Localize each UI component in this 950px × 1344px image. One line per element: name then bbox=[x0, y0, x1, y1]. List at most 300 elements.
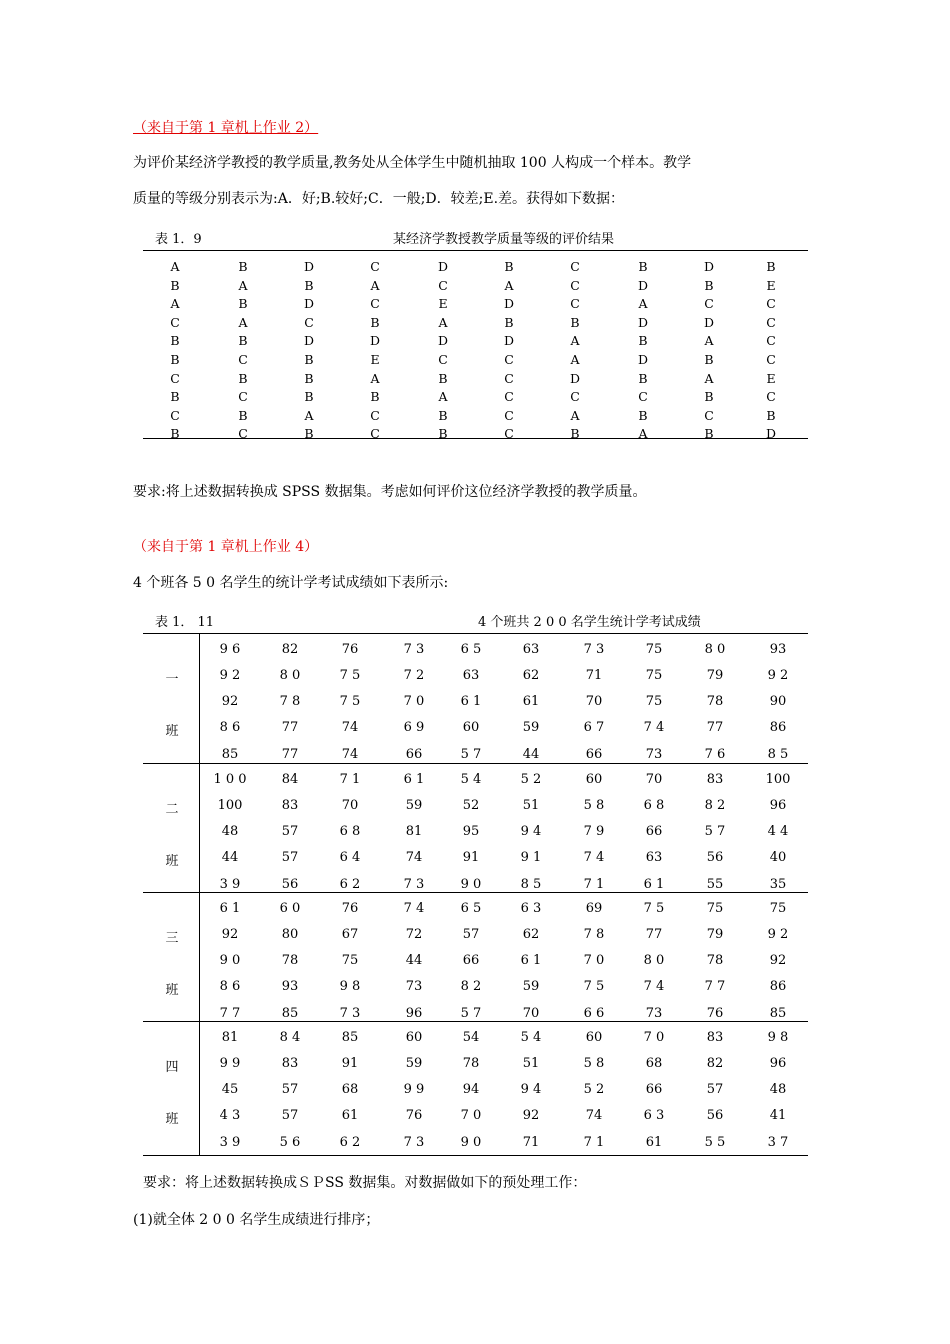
grade-cell: C bbox=[170, 370, 180, 386]
score-cell: 3 9 bbox=[219, 877, 241, 892]
score-cell: 75 bbox=[645, 642, 663, 657]
score-cell: 76 bbox=[341, 901, 359, 916]
score-cell: 70 bbox=[341, 798, 359, 813]
grade-cell: A bbox=[238, 314, 248, 330]
score-cell: 57 bbox=[281, 824, 299, 839]
grade-cell: D bbox=[637, 277, 649, 293]
score-cell: 59 bbox=[405, 1056, 423, 1071]
class-label-bottom: 班 bbox=[165, 983, 179, 998]
score-cell: 7 0 bbox=[583, 953, 605, 968]
score-cell: 73 bbox=[645, 1006, 663, 1021]
score-cell: 7 3 bbox=[339, 1006, 361, 1021]
grade-cell: A bbox=[238, 277, 248, 293]
grade-cell: B bbox=[704, 426, 714, 442]
score-cell: 74 bbox=[405, 850, 423, 865]
score-cell: 79 bbox=[706, 668, 724, 683]
score-cell: 6 1 bbox=[219, 901, 241, 916]
score-cell: 6 1 bbox=[460, 694, 482, 709]
score-cell: 84 bbox=[281, 772, 299, 787]
score-cell: 7 5 bbox=[339, 668, 361, 683]
grade-cell: D bbox=[437, 259, 449, 274]
score-cell: 57 bbox=[281, 1082, 299, 1097]
grade-cell: B bbox=[304, 389, 314, 405]
score-cell: 7 0 bbox=[643, 1030, 665, 1045]
score-cell: 9 8 bbox=[767, 1030, 789, 1045]
grade-cell: B bbox=[238, 296, 248, 312]
score-cell: 6 5 bbox=[460, 901, 482, 916]
table-2-bottom-rule bbox=[143, 1155, 808, 1156]
score-cell: 67 bbox=[341, 927, 359, 942]
grade-cell: D bbox=[303, 333, 315, 349]
score-cell: 74 bbox=[341, 720, 359, 735]
score-cell: 6 1 bbox=[403, 772, 425, 787]
score-cell: 70 bbox=[645, 772, 663, 787]
grade-cell: B bbox=[304, 277, 314, 293]
grade-cell: C bbox=[370, 296, 380, 312]
score-cell: 7 1 bbox=[583, 877, 605, 892]
score-cell: 68 bbox=[341, 1082, 359, 1097]
score-cell: 62 bbox=[522, 668, 540, 683]
score-cell: 8 0 bbox=[643, 953, 665, 968]
grade-cell: B bbox=[704, 389, 714, 405]
source-note-1: （来自于第 1 章机上作业 2） bbox=[133, 120, 319, 136]
grade-cell: A bbox=[438, 314, 448, 330]
score-cell: 80 bbox=[281, 927, 299, 942]
grade-cell: A bbox=[304, 407, 314, 423]
grade-cell: B bbox=[638, 370, 648, 386]
score-cell: 69 bbox=[585, 901, 603, 916]
score-cell: 77 bbox=[706, 720, 724, 735]
grade-cell: C bbox=[570, 259, 580, 274]
grade-cell: D bbox=[369, 333, 381, 349]
grade-cell: A bbox=[570, 407, 580, 423]
grade-cell: A bbox=[370, 370, 380, 386]
table-1-top-rule bbox=[143, 250, 808, 251]
score-cell: 7 8 bbox=[279, 694, 301, 709]
grade-cell: B bbox=[170, 389, 180, 405]
score-cell: 7 4 bbox=[583, 850, 605, 865]
grade-cell: C bbox=[304, 314, 314, 330]
grade-cell: D bbox=[437, 333, 449, 349]
score-cell: 92 bbox=[522, 1108, 540, 1123]
grade-cell: C bbox=[638, 389, 648, 405]
score-cell: 7 3 bbox=[403, 642, 425, 657]
grade-cell: C bbox=[504, 389, 514, 405]
score-cell: 40 bbox=[769, 850, 787, 865]
score-cell: 57 bbox=[706, 1082, 724, 1097]
score-cell: 8 2 bbox=[460, 979, 482, 994]
grade-cell: C bbox=[570, 277, 580, 293]
score-cell: 56 bbox=[281, 877, 299, 892]
score-cell: 45 bbox=[221, 1082, 239, 1097]
task-1: (1)就全体 2 0 0 名学生成绩进行排序； bbox=[133, 1212, 380, 1228]
grade-cell: B bbox=[238, 259, 248, 274]
score-cell: 100 bbox=[217, 798, 243, 813]
grade-cell: B bbox=[504, 259, 514, 274]
grade-cell: B bbox=[570, 426, 580, 442]
grade-cell: B bbox=[304, 352, 314, 367]
score-cell: 60 bbox=[585, 772, 603, 787]
score-cell: 9 4 bbox=[520, 824, 542, 839]
score-cell: 5 6 bbox=[279, 1135, 301, 1150]
grade-cell: A bbox=[170, 259, 180, 274]
score-cell: 92 bbox=[769, 953, 787, 968]
score-cell: 9 1 bbox=[520, 850, 542, 865]
score-cell: 9 0 bbox=[219, 953, 241, 968]
score-cell: 60 bbox=[585, 1030, 603, 1045]
score-cell: 5 2 bbox=[583, 1082, 605, 1097]
score-cell: 96 bbox=[769, 1056, 787, 1071]
score-cell: 55 bbox=[706, 877, 724, 892]
grade-cell: B bbox=[638, 259, 648, 274]
score-cell: 8 0 bbox=[704, 642, 726, 657]
score-cell: 93 bbox=[769, 642, 787, 657]
grade-cell: C bbox=[570, 296, 580, 312]
score-cell: 1 0 0 bbox=[213, 772, 247, 787]
score-cell: 57 bbox=[462, 927, 480, 942]
grade-cell: C bbox=[704, 296, 714, 312]
grade-cell: A bbox=[638, 296, 648, 312]
score-cell: 85 bbox=[221, 747, 239, 762]
score-cell: 75 bbox=[341, 953, 359, 968]
grade-cell: C bbox=[170, 407, 180, 423]
score-cell: 56 bbox=[706, 1108, 724, 1123]
class-separator bbox=[143, 1021, 808, 1022]
score-cell: 6 3 bbox=[643, 1108, 665, 1123]
grade-cell: B bbox=[704, 277, 714, 293]
score-cell: 60 bbox=[462, 720, 480, 735]
score-cell: 8 4 bbox=[279, 1030, 301, 1045]
score-cell: 63 bbox=[522, 642, 540, 657]
score-cell: 9 6 bbox=[219, 642, 241, 657]
grade-cell: B bbox=[766, 407, 776, 423]
grade-cell: C bbox=[766, 333, 776, 349]
score-cell: 59 bbox=[405, 798, 423, 813]
score-cell: 85 bbox=[281, 1006, 299, 1021]
score-cell: 7 1 bbox=[583, 1135, 605, 1150]
score-cell: 73 bbox=[405, 979, 423, 994]
score-cell: 82 bbox=[281, 642, 299, 657]
score-cell: 63 bbox=[462, 668, 480, 683]
score-cell: 96 bbox=[769, 798, 787, 813]
grade-cell: C bbox=[370, 426, 380, 442]
grade-cell: B bbox=[438, 407, 448, 423]
score-cell: 76 bbox=[341, 642, 359, 657]
score-cell: 73 bbox=[645, 747, 663, 762]
score-cell: 71 bbox=[585, 668, 603, 683]
grade-cell: A bbox=[370, 277, 380, 293]
score-cell: 4 3 bbox=[219, 1108, 241, 1123]
grade-cell: C bbox=[766, 314, 776, 330]
score-cell: 48 bbox=[769, 1082, 787, 1097]
grade-cell: A bbox=[504, 277, 514, 293]
score-cell: 7 3 bbox=[403, 877, 425, 892]
score-cell: 71 bbox=[522, 1135, 540, 1150]
grade-cell: E bbox=[766, 370, 776, 386]
score-cell: 9 2 bbox=[767, 927, 789, 942]
score-cell: 78 bbox=[706, 953, 724, 968]
score-cell: 9 9 bbox=[403, 1082, 425, 1097]
grade-cell: C bbox=[570, 389, 580, 405]
grade-cell: D bbox=[765, 426, 777, 442]
grade-cell: B bbox=[304, 370, 314, 386]
grade-cell: B bbox=[170, 426, 180, 442]
score-cell: 48 bbox=[221, 824, 239, 839]
grade-cell: B bbox=[504, 314, 514, 330]
score-cell: 9 9 bbox=[219, 1056, 241, 1071]
score-cell: 6 8 bbox=[643, 798, 665, 813]
score-cell: 78 bbox=[462, 1056, 480, 1071]
grade-cell: D bbox=[703, 259, 715, 274]
score-cell: 5 4 bbox=[460, 772, 482, 787]
score-cell: 76 bbox=[706, 1006, 724, 1021]
class-separator bbox=[143, 763, 808, 764]
score-cell: 75 bbox=[769, 901, 787, 916]
grade-cell: C bbox=[504, 352, 514, 367]
grade-cell: C bbox=[438, 352, 448, 367]
score-cell: 59 bbox=[522, 720, 540, 735]
grade-cell: B bbox=[766, 259, 776, 274]
score-cell: 7 0 bbox=[403, 694, 425, 709]
score-cell: 5 7 bbox=[460, 1006, 482, 1021]
score-cell: 7 4 bbox=[643, 979, 665, 994]
score-cell: 91 bbox=[462, 850, 480, 865]
requirement-2: 要求：将上述数据转换成ＳＰSS 数据集。对数据做如下的预处理工作： bbox=[143, 1175, 587, 1191]
score-cell: 100 bbox=[765, 772, 791, 787]
score-cell: 66 bbox=[645, 1082, 663, 1097]
grade-cell: C bbox=[370, 259, 380, 274]
score-cell: 3 9 bbox=[219, 1135, 241, 1150]
grade-cell: C bbox=[504, 426, 514, 442]
grade-cell: A bbox=[704, 370, 714, 386]
intro-line-1: 为评价某经济学教授的教学质量,教务处从全体学生中随机抽取 100 人构成一个样本。教学 bbox=[133, 155, 692, 171]
score-cell: 61 bbox=[522, 694, 540, 709]
score-cell: 70 bbox=[522, 1006, 540, 1021]
score-cell: 52 bbox=[462, 798, 480, 813]
score-cell: 7 7 bbox=[219, 1006, 241, 1021]
score-cell: 66 bbox=[585, 747, 603, 762]
score-cell: 94 bbox=[462, 1082, 480, 1097]
score-cell: 92 bbox=[221, 927, 239, 942]
score-cell: 7 2 bbox=[403, 668, 425, 683]
table-2-column-divider bbox=[199, 633, 200, 1155]
table-1-title: 某经济学教授教学质量等级的评价结果 bbox=[393, 232, 615, 247]
score-cell: 5 5 bbox=[704, 1135, 726, 1150]
score-cell: 95 bbox=[462, 824, 480, 839]
grade-cell: C bbox=[766, 352, 776, 367]
requirement-1: 要求:将上述数据转换成 SPSS 数据集。考虑如何评价这位经济学教授的教学质量。 bbox=[133, 484, 647, 500]
score-cell: 44 bbox=[405, 953, 423, 968]
score-cell: 57 bbox=[281, 850, 299, 865]
score-cell: 44 bbox=[221, 850, 239, 865]
class-label-top: 一 bbox=[165, 672, 179, 687]
score-cell: 7 8 bbox=[583, 927, 605, 942]
score-cell: 7 7 bbox=[704, 979, 726, 994]
score-cell: 4 4 bbox=[767, 824, 789, 839]
class-label-top: 三 bbox=[165, 931, 179, 946]
grade-cell: C bbox=[704, 407, 714, 423]
grade-cell: D bbox=[503, 296, 515, 312]
score-cell: 35 bbox=[769, 877, 787, 892]
score-cell: 6 5 bbox=[460, 642, 482, 657]
grade-cell: B bbox=[170, 277, 180, 293]
score-cell: 81 bbox=[221, 1030, 239, 1045]
score-cell: 90 bbox=[769, 694, 787, 709]
score-cell: 62 bbox=[522, 927, 540, 942]
score-cell: 75 bbox=[645, 668, 663, 683]
score-cell: 54 bbox=[462, 1030, 480, 1045]
score-cell: 6 8 bbox=[339, 824, 361, 839]
score-cell: 6 7 bbox=[583, 720, 605, 735]
score-cell: 81 bbox=[405, 824, 423, 839]
score-cell: 8 2 bbox=[704, 798, 726, 813]
score-cell: 56 bbox=[706, 850, 724, 865]
score-cell: 51 bbox=[522, 1056, 540, 1071]
score-cell: 86 bbox=[769, 979, 787, 994]
score-cell: 93 bbox=[281, 979, 299, 994]
table-2-top-rule bbox=[143, 633, 808, 634]
score-cell: 5 7 bbox=[460, 747, 482, 762]
grade-cell: B bbox=[570, 314, 580, 330]
grade-cell: B bbox=[238, 407, 248, 423]
score-cell: 6 6 bbox=[583, 1006, 605, 1021]
grade-cell: A bbox=[638, 426, 648, 442]
class-label-bottom: 班 bbox=[165, 724, 179, 739]
grade-cell: C bbox=[170, 314, 180, 330]
grade-cell: C bbox=[238, 426, 248, 442]
score-cell: 7 4 bbox=[643, 720, 665, 735]
score-cell: 77 bbox=[645, 927, 663, 942]
grade-cell: C bbox=[504, 407, 514, 423]
score-cell: 83 bbox=[281, 1056, 299, 1071]
score-cell: 8 6 bbox=[219, 720, 241, 735]
score-cell: 7 9 bbox=[583, 824, 605, 839]
grade-cell: A bbox=[704, 333, 714, 349]
source-note-2: （来自于第 1 章机上作业 4） bbox=[133, 539, 319, 555]
score-cell: 6 0 bbox=[279, 901, 301, 916]
grade-cell: B bbox=[304, 426, 314, 442]
grade-cell: B bbox=[704, 352, 714, 367]
grade-cell: B bbox=[370, 389, 380, 405]
score-cell: 5 4 bbox=[520, 1030, 542, 1045]
score-cell: 74 bbox=[341, 747, 359, 762]
score-cell: 6 2 bbox=[339, 877, 361, 892]
class-label-bottom: 班 bbox=[165, 1112, 179, 1127]
score-cell: 74 bbox=[585, 1108, 603, 1123]
score-cell: 77 bbox=[281, 720, 299, 735]
score-cell: 66 bbox=[405, 747, 423, 762]
grade-cell: B bbox=[238, 333, 248, 349]
score-cell: 51 bbox=[522, 798, 540, 813]
class-label-top: 二 bbox=[165, 802, 179, 817]
score-cell: 5 8 bbox=[583, 798, 605, 813]
score-cell: 7 6 bbox=[704, 747, 726, 762]
table-2-title: 4 个班共 2 0 0 名学生统计学考试成绩 bbox=[478, 615, 701, 630]
score-cell: 7 5 bbox=[643, 901, 665, 916]
table-1-label: 表 1．9 bbox=[155, 232, 202, 247]
class-label-top: 四 bbox=[165, 1060, 179, 1075]
grade-cell: C bbox=[504, 370, 514, 386]
table-1-bottom-rule bbox=[143, 438, 808, 439]
score-cell: 44 bbox=[522, 747, 540, 762]
grade-cell: B bbox=[438, 426, 448, 442]
score-cell: 6 1 bbox=[643, 877, 665, 892]
score-cell: 6 1 bbox=[520, 953, 542, 968]
grade-cell: B bbox=[170, 352, 180, 367]
score-cell: 9 2 bbox=[767, 668, 789, 683]
grade-cell: A bbox=[170, 296, 180, 312]
grade-cell: D bbox=[303, 259, 315, 274]
score-cell: 3 7 bbox=[767, 1135, 789, 1150]
score-cell: 59 bbox=[522, 979, 540, 994]
score-cell: 61 bbox=[341, 1108, 359, 1123]
score-cell: 6 9 bbox=[403, 720, 425, 735]
grade-cell: B bbox=[370, 314, 380, 330]
score-cell: 5 8 bbox=[583, 1056, 605, 1071]
score-cell: 7 3 bbox=[583, 642, 605, 657]
score-cell: 61 bbox=[645, 1135, 663, 1150]
score-cell: 8 5 bbox=[520, 877, 542, 892]
score-cell: 60 bbox=[405, 1030, 423, 1045]
score-cell: 7 5 bbox=[339, 694, 361, 709]
grade-cell: C bbox=[370, 407, 380, 423]
grade-cell: D bbox=[637, 314, 649, 330]
score-cell: 6 4 bbox=[339, 850, 361, 865]
score-cell: 5 2 bbox=[520, 772, 542, 787]
score-cell: 91 bbox=[341, 1056, 359, 1071]
grade-cell: C bbox=[238, 352, 248, 367]
score-cell: 78 bbox=[281, 953, 299, 968]
grade-cell: B bbox=[238, 370, 248, 386]
grade-cell: B bbox=[170, 333, 180, 349]
score-cell: 86 bbox=[769, 720, 787, 735]
score-cell: 66 bbox=[462, 953, 480, 968]
score-cell: 85 bbox=[341, 1030, 359, 1045]
score-cell: 41 bbox=[769, 1108, 787, 1123]
score-cell: 92 bbox=[221, 694, 239, 709]
score-cell: 76 bbox=[405, 1108, 423, 1123]
grade-cell: D bbox=[703, 314, 715, 330]
score-cell: 83 bbox=[706, 772, 724, 787]
score-cell: 63 bbox=[645, 850, 663, 865]
class-label-bottom: 班 bbox=[165, 854, 179, 869]
score-cell: 8 5 bbox=[767, 747, 789, 762]
grade-cell: C bbox=[766, 389, 776, 405]
score-cell: 6 3 bbox=[520, 901, 542, 916]
grade-cell: B bbox=[638, 407, 648, 423]
score-cell: 9 8 bbox=[339, 979, 361, 994]
grade-cell: B bbox=[638, 333, 648, 349]
grade-cell: D bbox=[637, 352, 649, 367]
grade-cell: A bbox=[438, 389, 448, 405]
score-cell: 68 bbox=[645, 1056, 663, 1071]
score-cell: 9 0 bbox=[460, 877, 482, 892]
grade-cell: E bbox=[370, 352, 380, 367]
score-cell: 83 bbox=[281, 798, 299, 813]
score-cell: 85 bbox=[769, 1006, 787, 1021]
grade-cell: C bbox=[438, 277, 448, 293]
grade-cell: E bbox=[438, 296, 448, 312]
intro-line-2: 质量的等级分别表示为:A．好;B.较好;C．一般;D．较差;E.差。获得如下数据： bbox=[133, 191, 625, 207]
score-cell: 9 2 bbox=[219, 668, 241, 683]
score-cell: 82 bbox=[706, 1056, 724, 1071]
grade-cell: D bbox=[569, 370, 581, 386]
score-cell: 7 5 bbox=[583, 979, 605, 994]
score-cell: 7 0 bbox=[460, 1108, 482, 1123]
score-cell: 9 0 bbox=[460, 1135, 482, 1150]
grade-cell: C bbox=[766, 296, 776, 312]
score-cell: 79 bbox=[706, 927, 724, 942]
